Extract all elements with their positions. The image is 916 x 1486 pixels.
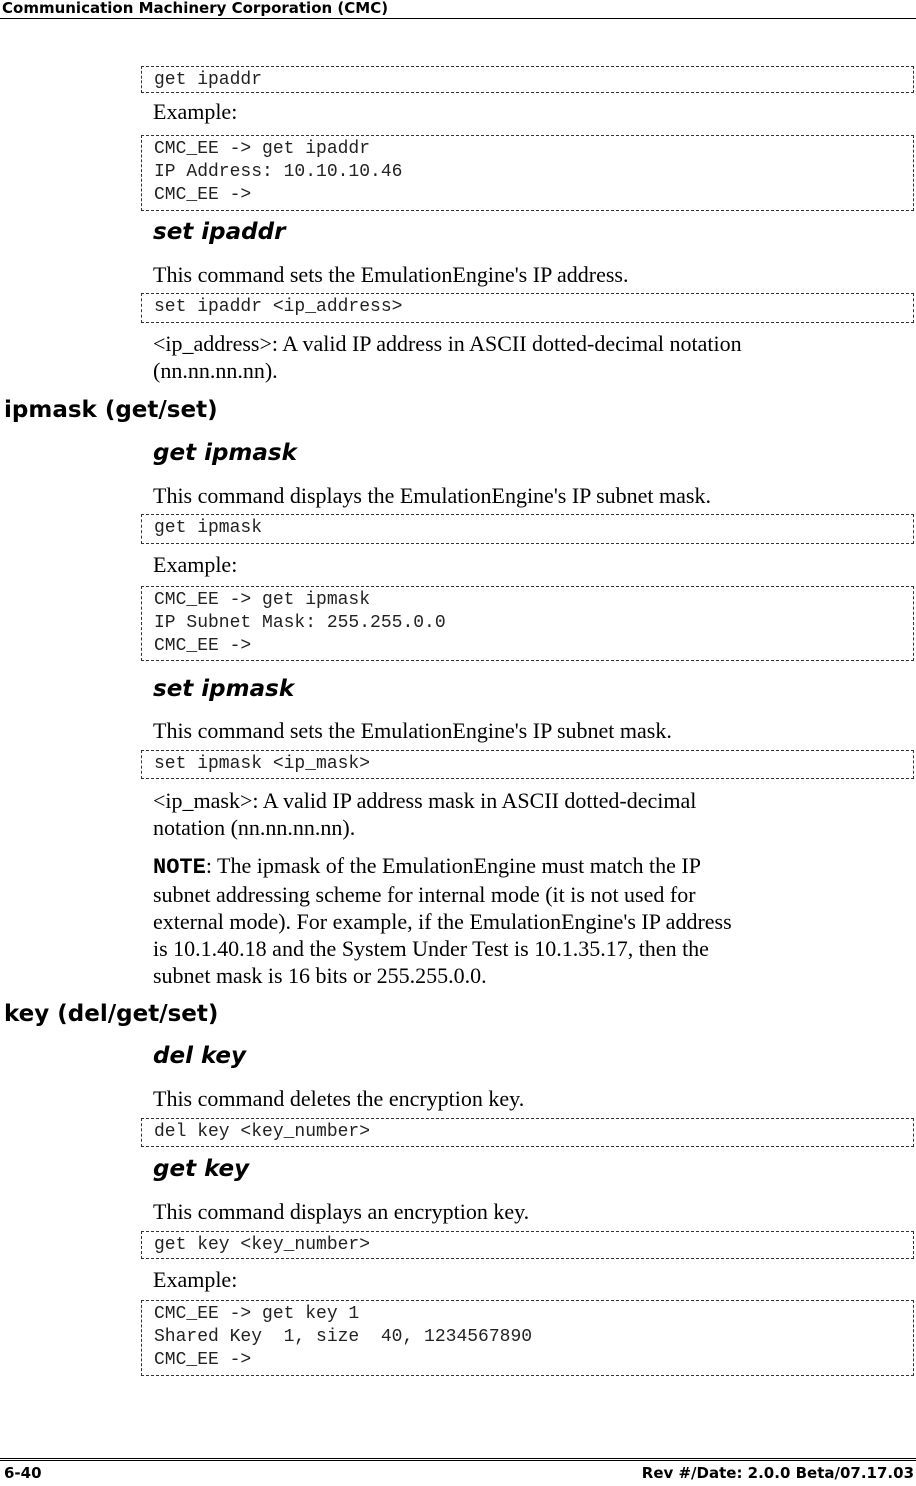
code-get-ipmask: get ipmask bbox=[141, 514, 914, 544]
param-line: <ip_mask>: A valid IP address mask in ASCII dotted-decimal bbox=[153, 788, 697, 813]
code-line: IP Subnet Mask: 255.255.0.0 bbox=[154, 613, 446, 633]
example-label-1: Example: bbox=[153, 99, 238, 124]
code-line: Shared Key 1, size 40, 1234567890 bbox=[154, 1327, 533, 1347]
code-line: CMC_EE -> get ipmask bbox=[154, 590, 371, 610]
note-line: subnet mask is 16 bits or 255.255.0.0. bbox=[153, 963, 487, 988]
example-label-3: Example: bbox=[153, 1267, 238, 1292]
note-line: external mode). For example, if the EmulationEngine's IP address bbox=[153, 909, 732, 934]
ip-mask-param bbox=[153, 787, 903, 841]
code-line: CMC_EE -> get ipaddr bbox=[154, 139, 371, 159]
del-key-heading: del key bbox=[153, 1043, 247, 1069]
get-ipmask-heading: get ipmask bbox=[153, 440, 297, 466]
code-key-example bbox=[141, 1300, 914, 1376]
page-number: 6-40 bbox=[4, 1464, 42, 1482]
set-ipmask-heading: set ipmask bbox=[153, 676, 295, 702]
code-ipaddr-example bbox=[141, 135, 914, 211]
code-line: CMC_EE -> bbox=[154, 185, 252, 205]
note-paragraph bbox=[153, 852, 903, 989]
ipmask-section-title: ipmask (get/set) bbox=[4, 397, 218, 423]
get-ipmask-desc: This command displays the EmulationEngine's IP subnet mask. bbox=[153, 483, 711, 508]
key-section-title: key (del/get/set) bbox=[4, 1001, 219, 1027]
code-line: CMC_EE -> get key 1 bbox=[154, 1304, 360, 1324]
param-line: <ip_address>: A valid IP address in ASCII dotted-decimal notation bbox=[153, 331, 742, 356]
set-ipmask-desc: This command sets the EmulationEngine's IP subnet mask. bbox=[153, 718, 672, 743]
code-line: IP Address: 10.10.10.46 bbox=[154, 162, 403, 182]
note-line: is 10.1.40.18 and the System Under Test is 10.1.35.17, then the bbox=[153, 936, 709, 961]
code-set-ipaddr: set ipaddr <ip_address> bbox=[141, 293, 914, 323]
get-key-desc: This command displays an encryption key. bbox=[153, 1199, 530, 1224]
note-label: NOTE bbox=[153, 855, 206, 880]
get-key-heading: get key bbox=[153, 1156, 250, 1182]
revision-info: Rev #/Date: 2.0.0 Beta/07.17.03 bbox=[641, 1464, 914, 1482]
header-title: Communication Machinery Corporation (CMC) bbox=[2, 0, 389, 17]
del-key-desc: This command deletes the encryption key. bbox=[153, 1086, 525, 1111]
example-label-2: Example: bbox=[153, 552, 238, 577]
set-ipaddr-heading: set ipaddr bbox=[153, 219, 286, 245]
code-get-ipaddr: get ipaddr bbox=[141, 66, 914, 93]
code-line: CMC_EE -> bbox=[154, 1350, 252, 1370]
param-line: notation (nn.nn.nn.nn). bbox=[153, 815, 356, 840]
param-line: (nn.nn.nn.nn). bbox=[153, 358, 278, 383]
ip-address-param bbox=[153, 330, 903, 384]
code-line: CMC_EE -> bbox=[154, 636, 252, 656]
code-del-key: del key <key_number> bbox=[141, 1118, 914, 1147]
page-header bbox=[0, 0, 916, 19]
code-get-key: get key <key_number> bbox=[141, 1231, 914, 1259]
set-ipaddr-desc: This command sets the EmulationEngine's IP address. bbox=[153, 262, 629, 287]
note-line: : The ipmask of the EmulationEngine must match the IP bbox=[205, 853, 701, 878]
code-set-ipmask: set ipmask <ip_mask> bbox=[141, 750, 914, 779]
note-line: subnet addressing scheme for internal mode (it is not used for bbox=[153, 882, 696, 907]
code-ipmask-example bbox=[141, 586, 914, 661]
page-footer bbox=[0, 1458, 916, 1486]
